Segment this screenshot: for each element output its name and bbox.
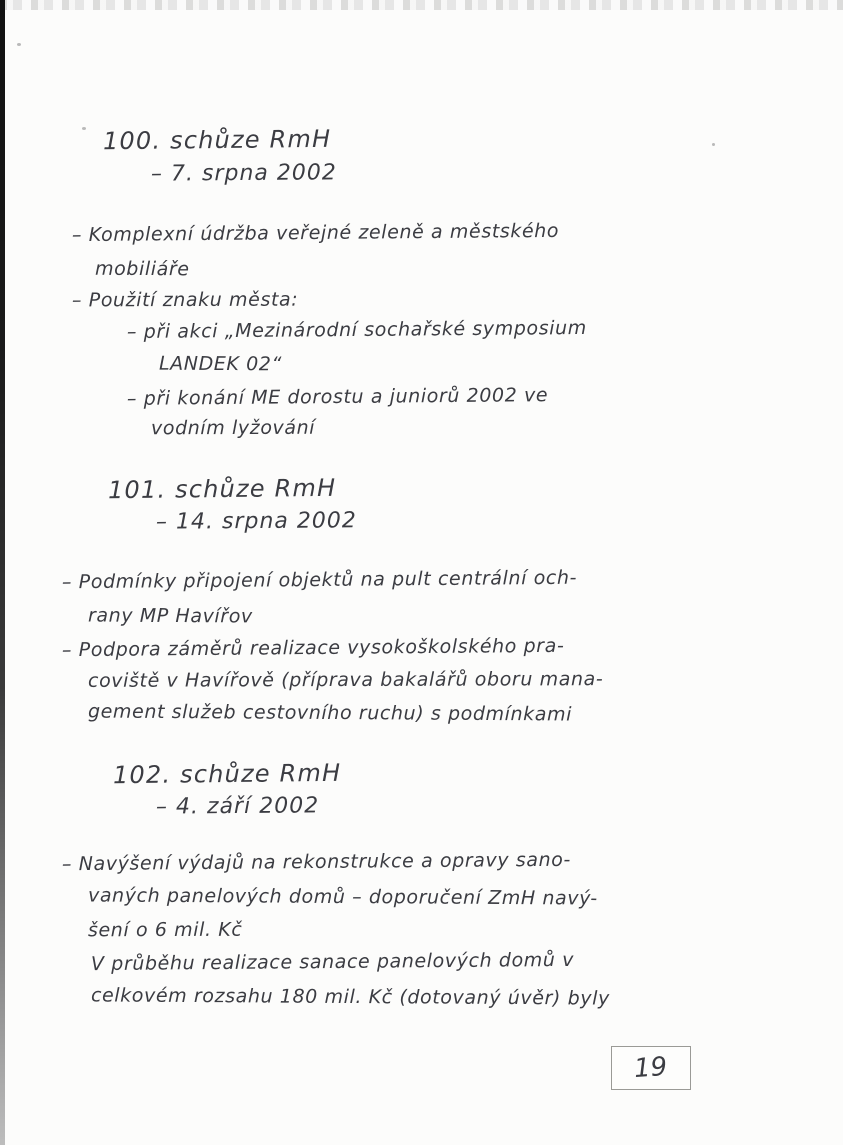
scan-speck xyxy=(17,43,21,46)
page-number-box xyxy=(611,1046,691,1090)
note-line: – při akci „Mezinárodní sochařské symposium xyxy=(126,316,587,344)
note-line: šení o 6 mil. Kč xyxy=(87,918,243,942)
meeting-100-date: – 7. srpna 2002 xyxy=(150,160,337,187)
note-line: mobiliáře xyxy=(94,257,190,281)
page-number: 19 xyxy=(633,1051,669,1085)
note-line: – Navýšení výdajů na rekonstrukce a opravy sano- xyxy=(61,848,571,876)
meeting-102-heading: 102. schůze RmH xyxy=(112,758,342,790)
scan-speck xyxy=(712,143,715,146)
scan-black-left-edge xyxy=(0,0,5,1145)
note-line: rany MP Havířov xyxy=(87,604,253,628)
note-line: coviště v Havířově (příprava bakalářů oboru mana- xyxy=(87,668,604,692)
note-line: – Podpora záměrů realizace vysokoškolského pra- xyxy=(61,634,565,662)
note-line: celkovém rozsahu 180 mil. Kč (dotovaný úvěr) byly xyxy=(90,984,610,1010)
note-line: gement služeb cestovního ruchu) s podmínkami xyxy=(87,700,573,726)
note-line: LANDEK 02“ xyxy=(158,352,283,376)
note-line: – Podmínky připojení objektů na pult centrální och- xyxy=(61,566,578,594)
note-line: – při konání ME dorostu a juniorů 2002 ve xyxy=(126,384,549,410)
meeting-101-date: – 14. srpna 2002 xyxy=(155,508,357,535)
note-line: vaných panelových domů – doporučení ZmH navý- xyxy=(87,884,598,910)
note-line: – Použití znaku města: xyxy=(71,288,299,312)
note-line: vodním lyžování xyxy=(150,416,316,440)
scan-speck xyxy=(82,127,86,130)
meeting-101-heading: 101. schůze RmH xyxy=(107,473,337,505)
meeting-102-date: – 4. září 2002 xyxy=(155,793,320,820)
scan-noise-top-edge xyxy=(0,0,843,10)
note-line: – Komplexní údržba veřejné zeleně a městského xyxy=(71,219,560,247)
note-line: V průběhu realizace sanace panelových domů v xyxy=(90,948,575,976)
meeting-100-heading: 100. schůze RmH xyxy=(102,124,332,156)
